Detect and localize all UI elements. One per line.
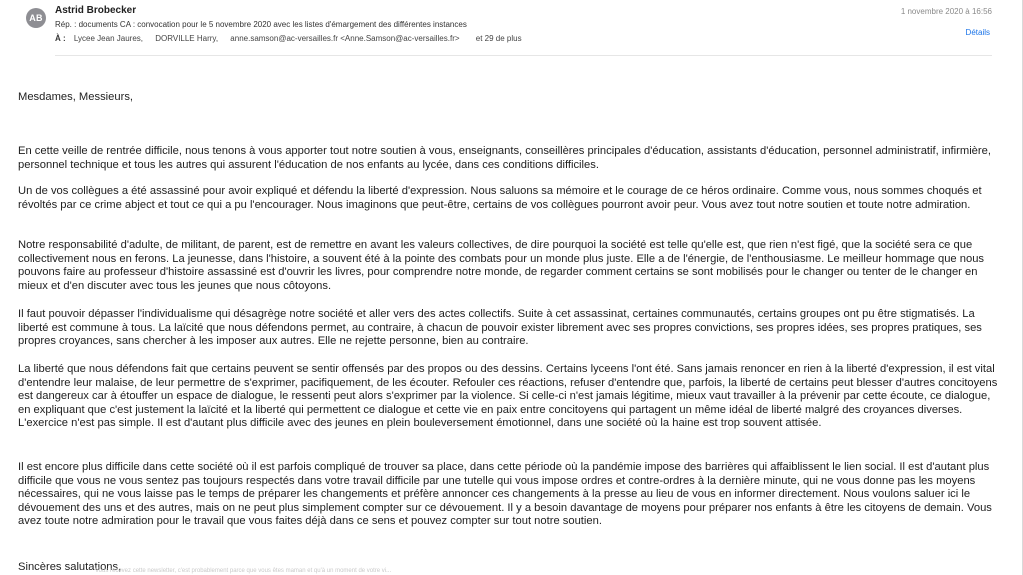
header-divider	[55, 55, 992, 56]
sender-name[interactable]: Astrid Brobecker	[55, 5, 137, 16]
body-paragraph: Un de vos collègues a été assassiné pour avoir expliqué et défendu la liberté d'expression. Nous saluons sa mémoire et le courage de ce héros ordinaire. Comme vous, nous sommes choqués et révoltés par ce crime abject et tout ce qui a pu l'encourager. Nous imaginons que peut-être, certains de vos collègues pourront avoir peur. Vous avez tout notre soutien et toute notre admiration.	[18, 185, 982, 211]
body-paragraph: Notre responsabilité d'adulte, de militant, de parent, est de remettre en avant les valeurs collectives, de dire pourquoi la société est telle qu'elle est, que rien n'est figé, que la société sera ce que collectivement nous en ferons. La jeunesse, dans l'histoire, a souvent été à la pointe des combats pour un monde plus juste. Elle a de l'énergie, de l'enthousiasme. Le meilleur hommage que nous pouvons faire au professeur d'histoire assassiné est d'ouvrir les livres, pour comprendre notre monde, de regarder comment certains se sont mobilisés pour le changer ou tenter de le changer en mieux et d'en discuter avec tous les jeunes que nous côtoyons.	[18, 239, 985, 292]
body-paragraph: Il est encore plus difficile dans cette société où il est parfois compliqué de trouver sa place, dans cette période où la pandémie impose des barrières qui affaiblissent le lien social. Il est d'autant plus difficile que vous ne vous sentez pas toujours respectés dans votre travail difficile par une tutelle qui vous impose ordres et contre-ordres à la dernière minute, qui ne vous donne pas les moyens nécessaires, qui ne vous laisse pas le temps de préparer les changements et préfère annoncer ces changements à la presse au lieu de vous en informer directement. Nous voulons saluer ici le dévouement des uns et des autres, mais on ne peut plus simplement compter sur ce dévouement. Il y a besoin davantage de moyens pour préparer nos enfants à être les citoyens de demain. Vous avez toute notre admiration pour le travail que vous faites déjà dans ce sens et pouvez compter sur tout notre soutien.	[18, 461, 992, 528]
message-date: 1 novembre 2020 à 16:56	[900, 7, 992, 16]
more-recipients-link[interactable]: et 29 de plus	[475, 34, 522, 43]
message-subject: Rép. : documents CA : convocation pour le 5 novembre 2020 avec les listes d'émargement des différentes instances	[55, 20, 467, 29]
body-paragraph: La liberté que nous défendons fait que certains peuvent se sentir offensés par des propos ou des dessins. Certains lyceens l'ont été. Sans jamais renoncer en rien à la liberté d'expression, il est vital d'entendre leur malaise, de leur permettre de s'exprimer, pacifiquement, de les écouter. Refouler ces réactions, refuser d'entendre que, parfois, la liberté de certains peut blesser d'autres concitoyens est dangereux car à étouffer un espace de dialogue, le ressenti peut alors s'exprimer par la violence. Si celle-ci n'est jamais légitime, mieux vaut travailler à la prévenir par cette écoute, ce dialogue, en expliquant que c'est justement la laïcité et la liberté qui permettent ce dialogue et cette vie en paix entre concitoyens qui partagent un même idéal de liberté malgré des croyances diverses. L'exercice n'est pas simple. Il est d'autant plus difficile avec des jeunes en plein bouleversement émotionnel, dans une société où la haine est trop souvent attisée.	[18, 363, 998, 430]
sender-avatar: AB	[26, 8, 46, 28]
body-paragraph: En cette veille de rentrée difficile, nous tenons à vous apporter tout notre soutien à vous, enseignants, conseillères principales d'éducation, assistants d'éducation, personnel administratif, infirmière, personnel technique et tous les autres qui assurent l'éducation de nos enfants au lycée, dans ces conditions difficiles.	[18, 145, 991, 171]
to-label: À :	[55, 34, 66, 43]
details-link[interactable]: Détails	[965, 28, 990, 37]
greeting: Mesdames, Messieurs,	[18, 91, 134, 103]
recipient[interactable]: DORVILLE Harry,	[155, 34, 219, 43]
closing: Sincères salutations,	[18, 561, 122, 573]
recipients-line	[55, 34, 522, 43]
recipient[interactable]: anne.samson@ac-versailles.fr <Anne.Samson@ac-versailles.fr>	[230, 34, 460, 43]
recipient[interactable]: Lycee Jean Jaures,	[73, 34, 143, 43]
footer-fragment: Vous recevez cette newsletter, c'est probablement parce que vous êtes maman et qu'à un moment de votre vi...	[95, 568, 392, 574]
message-header	[0, 0, 1022, 56]
body-paragraph: Il faut pouvoir dépasser l'individualisme qui désagrège notre société et aller vers des actes collectifs. Suite à cet assassinat, certaines communautés, certains groupes ont pu être stigmatisés. La liberté est commune à tous. La laïcité que nous défendons permet, au contraire, à chacun de pouvoir exister librement avec ses propres convictions, ses propres idées, ses propres pratiques, ses propres croyances, sans chercher à les imposer aux autres. Elle ne rejette personne, bien au contraire.	[18, 308, 982, 348]
